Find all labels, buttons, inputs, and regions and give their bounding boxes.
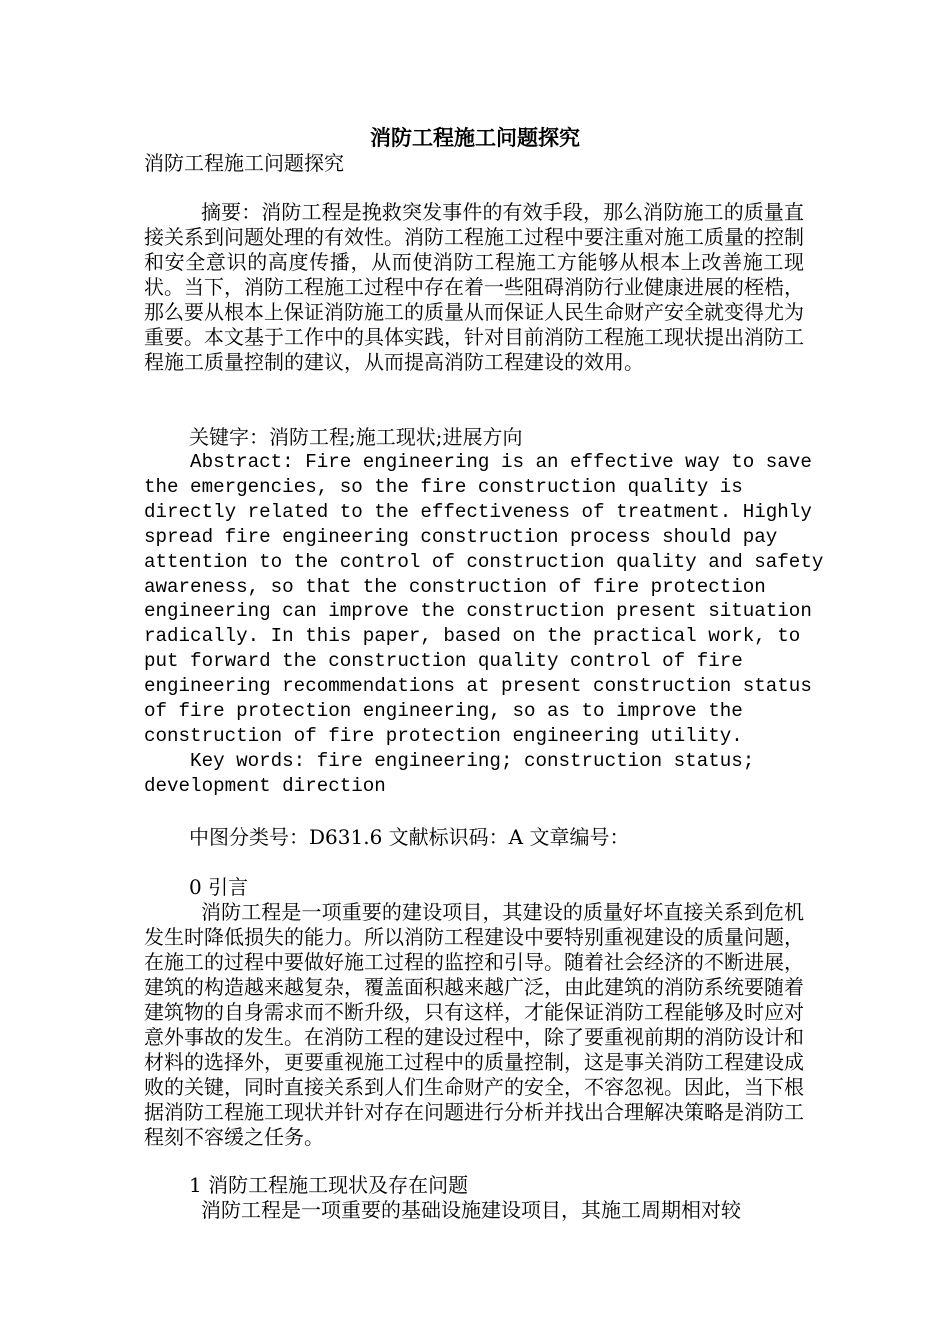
- abstract-en-line: radically. In this paper, based on the practical work, to: [144, 625, 801, 648]
- document-subtitle: 消防工程施工问题探究: [144, 151, 344, 175]
- section-1-heading: 1 消防工程施工现状及存在问题: [189, 1173, 469, 1197]
- abstract-en-line: attention to the control of construction quality and safety: [144, 550, 824, 573]
- keywords-cn: 关键字：消防工程;施工现状;进展方向: [189, 425, 523, 449]
- section-1-body: 消防工程是一项重要的基础设施建设项目，其施工周期相对较: [201, 1198, 741, 1222]
- document-title: 消防工程施工问题探究: [370, 125, 580, 150]
- section-0-body: 消防工程是一项重要的建设项目，其建设的质量好坏直接关系到危机发生时降低损失的能力。所以消防工程建设中要特别重视建设的质量问题，在施工的过程中要做好施工过程的监控和引导。随着社会经济的不断进展，建筑的构造越来越复杂，覆盖面积越来越广泛，由此建筑的消防系统要随着建筑物的自身需求而不断升级，只有这样，才能保证消防工程能够及时应对意外事故的发生。在消防工程的建设过程中，除了要重视前期的消防设计和材料的选择外，更要重视施工过程中的质量控制，这是事关消防工程建设成败的关键，同时直接关系到人们生命财产的安全，不容忽视。因此，当下根据消防工程施工现状并针对存在问题进行分析并找出合理解决策略是消防工程刻不容缓之任务。: [144, 900, 804, 1149]
- abstract-en-line: put forward the construction quality control of fire: [144, 650, 743, 673]
- abstract-cn: 摘要：消防工程是挽救突发事件的有效手段，那么消防施工的质量直接关系到问题处理的有效性。消防工程施工过程中要注重对施工质量的控制和安全意识的高度传播，从而使消防工程施工方能够从根本上改善施工现状。当下，消防工程施工过程中存在着一些阻碍消防行业健康进展的桎梏，那么要从根本上保证消防施工的质量从而保证人民生命财产安全就变得尤为重要。本文基于工作中的具体实践，针对目前消防工程施工现状提出消防工程施工质量控制的建议，从而提高消防工程建设的效用。: [144, 200, 804, 374]
- classification-line: 中图分类号：D631.6 文献标识码：A 文章编号：: [189, 825, 630, 849]
- keywords-en-line: development direction: [144, 774, 386, 797]
- abstract-en-line: spread fire engineering construction process should pay: [144, 525, 778, 548]
- abstract-en-line: Abstract: Fire engineering is an effective way to save: [144, 451, 812, 473]
- abstract-en-line: directly related to the effectiveness of treatment. Highly: [144, 500, 812, 523]
- abstract-en-line: construction of fire protection engineering utility.: [144, 724, 743, 747]
- keywords-en-line: Key words: fire engineering; construction status;: [144, 749, 755, 772]
- abstract-en-line: the emergencies, so the fire construction quality is: [144, 475, 743, 498]
- section-0-heading: 0 引言: [189, 875, 249, 899]
- abstract-en-line: of fire protection engineering, so as to improve the: [144, 700, 743, 722]
- abstract-en-line: engineering recommendations at present construction status: [144, 675, 812, 698]
- abstract-en-line: engineering can improve the construction present situation: [144, 600, 812, 623]
- abstract-en-line: awareness, so that the construction of fire protection: [144, 575, 766, 598]
